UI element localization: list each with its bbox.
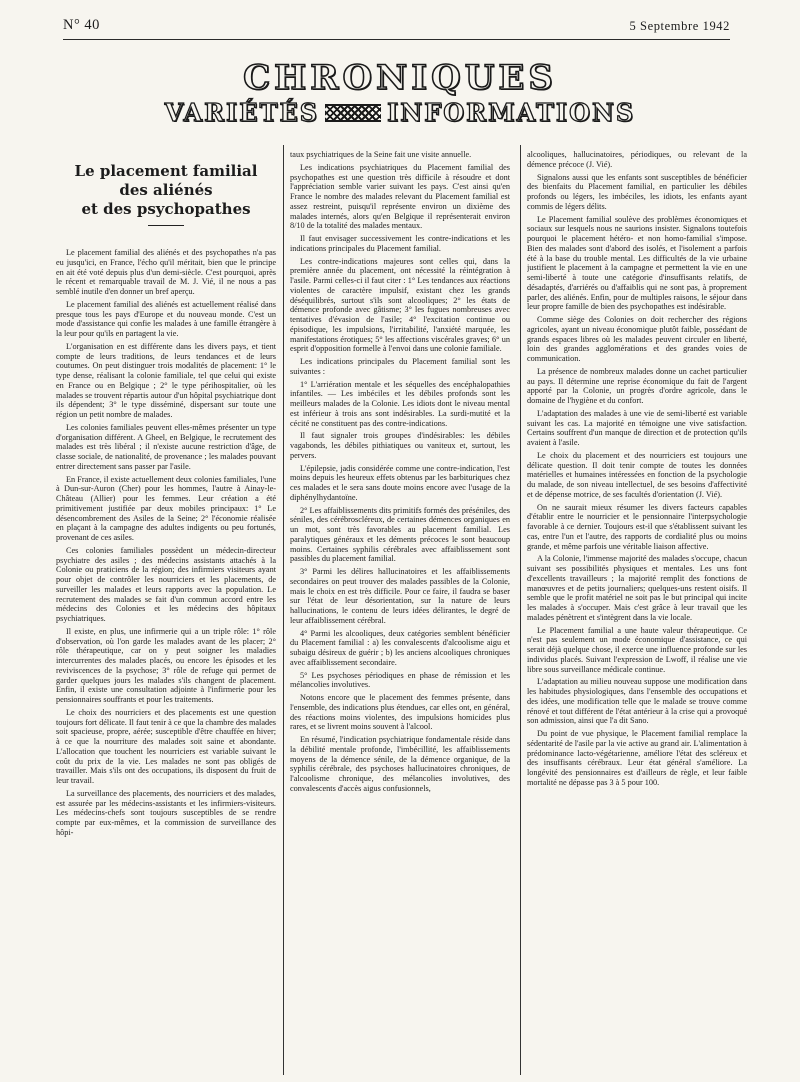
article-title-line: des aliénés [119,181,213,199]
paragraph: L'épilepsie, jadis considérée comme une contre-indication, l'est moins depuis les heureux effets obtenus par les barbituriques chez ces malades et le sera sans doute moins encore avec l'usage de la diphénylhydantoïne. [290,463,510,502]
issue-number: N° 40 [63,17,100,33]
paragraph: En France, il existe actuellement deux colonies familiales, l'une à Dun-sur-Auron (Cher) pour les hommes, l'autre à Ainay-le-Château (Allier) pour les femmes. Leur création a été primitivement justifiée par deux mobiles principaux: 1° Le désencombrement des Asiles de la Seine; 2° l'économie réalisée en plaçant à la campagne des adultes indigents ou peu fortunés, provenant de ces asiles. [56,474,276,542]
paragraph: Le placement familial des aliénés est actuellement réalisé dans presque tous les pays d'Europe et du nouveau monde. C'est un mode d'assistance qui confie les malades à une famille étrangère à la leur pour qu'ils en partagent la vie. [56,299,276,338]
paragraph: 3° Parmi les délires hallucinatoires et les affaiblissements secondaires on peut trouver des malades passibles de la Colonie, mais le choix en est très difficile. Pour ce faire, il faudra se baser sur l'état de leur désorientation, sur la nature de leurs hallucinations, le contenu de leurs idées délirantes, le degré de leur affaiblissement cérébral. [290,567,510,625]
paragraph: taux psychiatriques de la Seine fait une visite annuelle. [290,150,472,159]
paragraph: Notons encore que le placement des femmes présente, dans l'ensemble, des indications plus étendues, car elles ont, en général, des réactions moins violentes, des impulsions homicides plus rares, et se livrent moins souvent à l'alcool. [290,693,510,732]
paragraph: 2° Les affaiblissements dits primitifs formés des préséniles, des séniles, des cérébroscléreux, de certaines démences organiques en un mot, sont très favorables au placement familial. Les paralytiques généraux et les déments précoces le sont beaucoup moins. Certaines syphilis cérébrales avec affaiblissement sont passibles du placement familial. [290,505,510,564]
paragraph: Le choix du placement et des nourriciers est toujours une délicate question. Il doit tenir compte de toutes les données matérielles et humaines intéressées en fonction de la psychologie du malade, de son niveau intellectuel, de ses besoins d'affectivité et de dépense motrice, de ses facultés d'orientation (J. Vié). [527,450,747,499]
paragraph: Signalons aussi que les enfants sont susceptibles de bénéficier des bienfaits du Placement familial, en particulier les débiles profonds ou légers, les imbéciles, les idiots, les enfants ayant commis de légers délits. [527,172,747,211]
paragraph: Les indications principales du Placement familial sont les suivantes : [290,357,510,376]
title-rule [148,225,184,226]
ornament-icon [325,104,381,122]
column-divider [283,145,284,1075]
masthead-right-word: INFORMATIONS [387,98,636,127]
masthead-title: CHRONIQUES [243,58,557,98]
paragraph: Les indications psychiatriques du Placement familial des psychopathes est une question très difficile à résoudre et dont l'appréciation semble varier suivant les pays. C'est ainsi qu'en France le nombre des malades relevant du Placement familial est assez restreint, puisqu'il représente environ un dixième des malades internés, alors qu'en Belgique il représenterait environ 8/10 de la totalité des malades mentaux. [290,162,510,231]
article-title-line: Le placement familial [74,162,258,180]
paragraph: Le choix des nourriciers et des placements est une question toujours fort délicate. Il faut tenir à ce que la chambre des malades soit spacieuse, propre, aérée; susceptible d'être chauffée en hiver; à ce que la nourriture des malades soit saine et abondante. L'allocation que touchent les nourriciers est variable suivant le coût du prix de la vie. Les malades ne sont pas obligés de travailler. Mais s'ils ont des occupations, ils disposent du fruit de leur travail. [56,707,276,785]
column-3 [527,150,747,1080]
paragraph: L'organisation en est différente dans les divers pays, et tient compte de leurs traditions, de leurs tendances et de leurs coutumes. On peut distinguer trois modalités de placement: 1° le type dense, réalisant la colonie familiale, tel que celui qui existe en France ou en Belgique ; 2° le type périhospitalier, où les malades se trouvent répartis autour d'un hôpital psychiatrique dont ils dépendent; 3° le type disséminé, dispersant sur toute une région un petit nombre de malades. [56,341,276,419]
masthead-subtitle [0,99,800,127]
paragraph: L'adaptation des malades à une vie de semi-liberté est variable suivant les cas. La majorité en témoigne une vive satisfaction. Certains souffrent d'un manque de direction et de protection qu'ils avaient à l'asile. [527,408,747,447]
paragraph: alcooliques, hallucinatoires, périodiques, ou relevant de la démence précoce (J. Vié). [527,150,747,169]
paragraph: 5° Les psychoses périodiques en phase de rémission et les mélancolies involutives. [290,670,510,690]
paragraph: La présence de nombreux malades donne un cachet particulier au pays. Il détermine une reprise économique du fait de l'argent apporté par la Colonie, un progrès d'ordre agricole, dans le domaine de l'hygiène et du confort. [527,366,747,405]
paragraph: Le Placement familial a une haute valeur thérapeutique. Ce n'est pas seulement un mode économique d'assistance, ce qui serait déjà quelque chose, il exerce une influence profonde sur les individus placés. Suivant l'expression de Lwoff, il réalise une vie libre sous surveillance médicale continue. [527,625,747,674]
column-2 [290,150,510,1080]
paragraph: Il faut signaler trois groupes d'indésirables: les débiles vagabonds, les débiles pithiatiques ou vaniteux et, surtout, les pervers. [290,431,510,460]
paragraph: Il faut envisager successivement les contre-indications et les indications principales du Placement familial. [290,234,510,253]
column-1 [56,150,276,1070]
paragraph: 1° L'arriération mentale et les séquelles des encéphalopathies infantiles. — Les imbéciles et les débiles profonds sont les meilleurs malades de la Colonie. Les idiots dont le niveau mental est inférieur à trois ans sont indésirables. La surdi-mutité et la cécité ne constituent pas des contre-indications. [290,379,510,428]
paragraph: Le Placement familial soulève des problèmes économiques et sociaux sur lesquels nous ne saurions insister. Signalons toutefois pourquoi le placement hétéro- et non homo-familial s'impose. Bien des malades sont d'abord des isolés, et l'isolement a parfois été à la base du trouble mental. Les difficultés de la vie urbaine justifient le placement à la campagne et permettent la vie en une semi-liberté à toute une catégorie d'insuffisants relatifs, de désadaptés, d'arriérés ou d'affaiblis qui ne sont pas, à proprement parler, des aliénés. Enfin, pour de multiples raisons, le séjour dans leur propre famille de bien des psychopathes est indésirable. [527,214,747,312]
masthead-left-word: VARIÉTÉS [164,98,320,127]
paragraph: Les contre-indications majeures sont celles qui, dans la première année du placement, ont nécessité la réintégration à l'asile. Parmi celles-ci il faut citer : 1° Les tendances aux réactions violentes de caractère impulsif, existant chez les grands déséquilibrés, surtout s'ils sont alcooliques; 2° les états de démence profonde avec gâtisme; 3° les fugues nombreuses avec tentatives d'évasion de l'asile; 4° l'excitation continue ou épisodique, les impulsions, l'irritabilité, l'anxiété marquée, les manifestations érotiques; 5° les affections viscérales graves; 6° un esprit d'opposition formelle à l'envoi dans une colonie familiale. [290,256,510,354]
column-divider [520,145,521,1075]
paragraph: L'adaptation au milieu nouveau suppose une modification dans les habitudes physiologiques, dans l'ensemble des occupations et des idées, une modification telle que le malade se trouve comme rénové et tout différent de l'état antérieur à la crise qui a provoqué son admission, ainsi que l'a dit Sano. [527,677,747,726]
paragraph: 4° Parmi les alcooliques, deux catégories semblent bénéficier du Placement familial : a) les convalescents d'alcoolisme aigu et subaigu désireux de guérir ; b) les anciens alcooliques chroniques avec affaiblissement secondaire. [290,628,510,667]
issue-date: 5 Septembre 1942 [629,19,730,33]
paragraph: Les colonies familiales peuvent elles-mêmes présenter un type d'organisation différent. A Gheel, en Belgique, le recrutement des malades est très libéral ; il n'existe aucune restriction d'âge, de classe sociale, de nationalité, de provenance ; les malades pouvant entrer directement sans passer par l'asile. [56,422,276,471]
paragraph: Il existe, en plus, une infirmerie qui a un triple rôle: 1° rôle d'observation, où l'on garde les malades avant de les placer; 2° rôle thérapeutique, car on y peut soigner les maladies intercurrentes des malades placés, ou encore les épisodes et les reviviscences de la psychose; 3° rôle de refuge qui permet de garder quelques jours les malades s'ils changent de placement. Enfin, il existe une consultation adjointe à l'infirmerie pour les pensionnaires souffrants et pour les traitements. [56,626,276,704]
paragraph: Ces colonies familiales possèdent un médecin-directeur psychiatre des asiles ; des médecins assistants attachés à la Colonie ou praticiens de la région; des infirmiers visiteurs ayant pour objet de contrôler les nourriciers et les placements, de surveiller les malades et leurs rapports avec la population. Le recrutement des malades se fait d'un commun accord entre les médecins des Colonies et les médecins des hôpitaux psychiatriques. [56,545,276,623]
paragraph: Le placement familial des aliénés et des psychopathes n'a pas eu jusqu'ici, en France, l'écho qu'il méritait, bien que le principe en ait été voté depuis plus d'un demi-siècle. C'est pourquoi, après le récent et remarquable travail de M. J. Vié, il ne nous a pas semblé inutile d'en donner un bref aperçu. [56,248,276,296]
article-title [56,162,276,219]
paragraph: A la Colonie, l'immense majorité des malades s'occupe, chacun suivant ses possibilités physiques et mentales. Les uns font d'excellents travailleurs ; la majorité remplit des fonctions de manœuvres et de petits journaliers; quelques-uns restent oisifs. Il semble que le profit matériel ne soit pas le but principal qui incite les malades à s'occuper. Mais c'est grâce à leur travail que les malades pénètrent et s'intègrent dans la vie locale. [527,554,747,622]
paragraph: Comme siège des Colonies on doit rechercher des régions agricoles, ayant un niveau économique plutôt faible, possédant de grands espaces libres où les malades peuvent circuler en liberté, loin des grandes agglomérations et des grandes voies de communication. [527,315,747,363]
paragraph: En résumé, l'indication psychiatrique fondamentale réside dans la débilité mentale profonde, l'imbécillité, les affaiblissements moyens de la démence sénile, de la démence organique, de la syphilis cérébrale, des psychoses hallucinatoires chroniques, de l'alcoolisme chronique, des mélancolies involutives, des convalescents d'accès aigus confusionnels, [290,735,510,793]
header-rule [63,39,730,40]
paragraph: La surveillance des placements, des nourriciers et des malades, est assurée par les médecins-assistants et les infirmiers-visiteurs. Les médecins-chefs sont toujours susceptibles de se rendre compte par eux-mêmes, et la commission de surveillance des hôpi- [56,788,276,837]
article-title-line: et des psychopathes [81,200,251,218]
paragraph: On ne saurait mieux résumer les divers facteurs capables d'établir entre le nourricier et le pensionnaire l'interpsychologie favorable à ce dernier. Toujours est-il que s'établissent suivant les cas, entre l'un et l'autre, des rapports de cordialité plus ou moins grande, et même parfois une véritable liaison affective. [527,502,747,551]
paragraph: Du point de vue physique, le Placement familial remplace la sédentarité de l'asile par la vie active au grand air. L'alimentation à prédominance lacto-végétarienne, améliore l'état des scléreux et des insuffisants cérébraux. Leur état général s'améliore. La longévité des pensionnaires est d'ailleurs de règle, et leur faible mortalité ne dépasse pas 3 à 5 pour 100. [527,729,747,787]
